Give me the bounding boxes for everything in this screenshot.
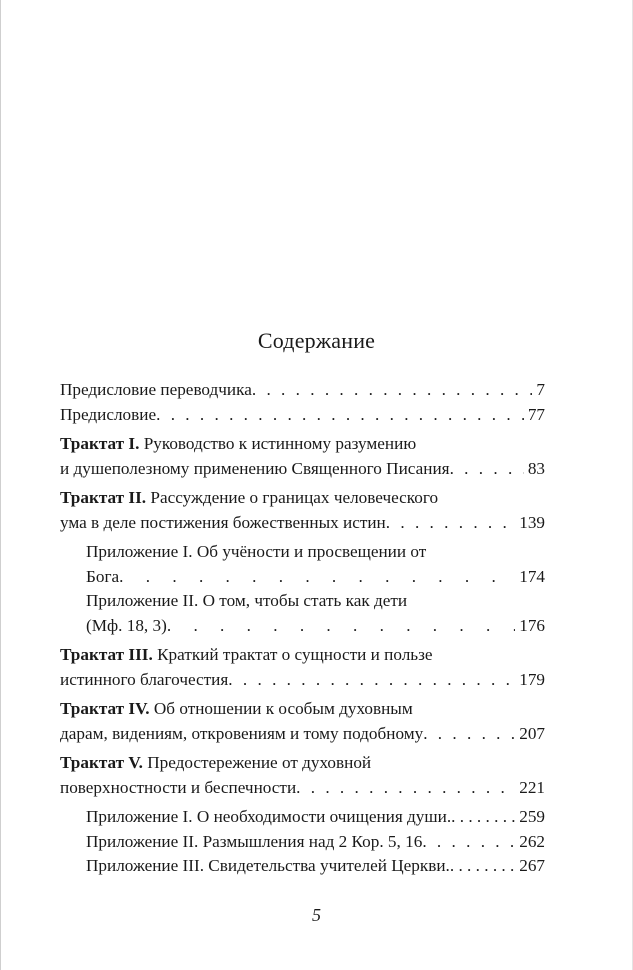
dot-leader <box>296 776 515 801</box>
toc-line <box>86 589 545 614</box>
toc-page-number: 267 <box>519 856 545 875</box>
toc-page-number: 7 <box>536 380 545 399</box>
toc-entry-heading <box>60 432 416 457</box>
toc-page-number: 259 <box>519 807 545 826</box>
toc-page-number: 77 <box>527 404 545 424</box>
toc-entry-title: Предисловие переводчика <box>60 380 252 399</box>
toc-entry-title-cont: Бога <box>86 566 120 586</box>
toc-entry-title-cont: поверхностности и беспечности <box>60 777 297 797</box>
toc-entry-title: Приложение II. О том, чтобы стать как дети <box>86 591 408 610</box>
dot-leader <box>228 668 515 693</box>
toc-entry-treatise-1[interactable] <box>60 432 545 481</box>
toc-page-number: 83 <box>527 458 545 478</box>
toc-entry-t5-appendix-2[interactable] <box>60 830 545 855</box>
toc-line <box>60 457 545 482</box>
dot-leader <box>252 378 533 403</box>
toc-line <box>86 565 545 590</box>
toc-entry-treatise-5[interactable] <box>60 751 545 800</box>
dot-leader <box>386 511 515 536</box>
toc-entry-t2-appendix-2[interactable] <box>60 589 545 638</box>
toc-entry-treatise-4[interactable] <box>60 697 545 746</box>
toc-line <box>60 722 545 747</box>
toc-entry-heading <box>60 643 433 668</box>
toc-entry-title: Краткий трактат о сущности и пользе <box>157 645 433 664</box>
toc-entry-title: Приложение I. Об учёности и просвещении от <box>86 542 427 561</box>
dot-leader <box>156 403 524 428</box>
toc-line <box>86 805 545 830</box>
page-number: 5 <box>312 905 321 925</box>
toc-entry-title: Руководство к истинному разумению <box>143 434 417 453</box>
dot-leader <box>167 614 515 639</box>
toc-entry-preface[interactable] <box>60 403 545 428</box>
treatise-label: Трактат V. <box>60 753 143 772</box>
toc-page-number: 179 <box>519 669 545 689</box>
toc-line <box>60 776 545 801</box>
toc-entry-t5-appendix-1[interactable] <box>60 805 545 830</box>
toc-line <box>60 643 545 668</box>
toc-line <box>60 432 545 457</box>
toc-entry-title: Рассуждение о границах человеческого <box>150 488 439 507</box>
toc-entry-translator-preface[interactable] <box>60 378 545 403</box>
toc-entry-title-cont: (Мф. 18, 3) <box>86 615 167 635</box>
toc-page-number: 139 <box>519 512 545 532</box>
toc-page-number: 174 <box>519 566 545 586</box>
toc-entry-title: Приложение II. Размышления над 2 Кор. 5, 16 <box>86 831 423 851</box>
toc-line <box>60 697 545 722</box>
dot-leader <box>450 457 524 482</box>
toc-line <box>86 540 545 565</box>
treatise-label: Трактат II. <box>60 488 147 507</box>
toc-page-number: 221 <box>519 777 545 797</box>
toc-entry-title: Предостережение от духовной <box>147 753 372 772</box>
toc-entry-title-cont: и душеполезному применению Священного Писания <box>60 458 450 478</box>
toc-entry-t5-appendix-3[interactable] <box>60 854 545 879</box>
toc-line <box>86 830 545 855</box>
toc-entry-title-cont: истинного благочестия <box>60 669 229 689</box>
toc-line <box>60 378 545 403</box>
table-of-contents <box>60 378 545 879</box>
dot-leader <box>451 805 515 830</box>
toc-page-number: 262 <box>519 831 545 851</box>
toc-entry-title-cont: дарам, видениям, откровениям и тому подобному <box>60 723 424 743</box>
treatise-label: Трактат IV. <box>60 699 150 718</box>
toc-line <box>86 614 545 639</box>
toc-line <box>60 403 545 428</box>
dot-leader <box>423 722 515 747</box>
toc-line <box>86 854 545 879</box>
toc-entry-treatise-3[interactable] <box>60 643 545 692</box>
toc-entry-heading <box>60 486 438 511</box>
toc-page-number: 207 <box>519 723 545 743</box>
dot-leader <box>119 565 515 590</box>
toc-line <box>60 511 545 536</box>
toc-entry-title: Приложение III. Свидетельства учителей Церкви. <box>86 856 450 875</box>
toc-line <box>60 668 545 693</box>
toc-entry-title-cont: ума в деле постижения божественных истин <box>60 512 386 532</box>
toc-entry-title: Предисловие <box>60 404 157 424</box>
treatise-label: Трактат III. <box>60 645 153 664</box>
toc-page-number: 176 <box>519 615 545 635</box>
toc-entry-t2-appendix-1[interactable] <box>60 540 545 589</box>
page-title: Содержание <box>257 328 376 353</box>
dot-leader <box>422 830 515 855</box>
treatise-label: Трактат I. <box>60 434 140 453</box>
toc-entry-title: Приложение I. О необходимости очищения души. <box>86 807 452 826</box>
toc-entry-heading <box>60 751 371 776</box>
dot-leader <box>450 854 515 879</box>
toc-entry-treatise-2[interactable] <box>60 486 545 535</box>
toc-entry-title: Об отношении к особым духовным <box>153 699 413 718</box>
toc-line <box>60 751 545 776</box>
toc-line <box>60 486 545 511</box>
toc-entry-heading <box>60 697 413 722</box>
